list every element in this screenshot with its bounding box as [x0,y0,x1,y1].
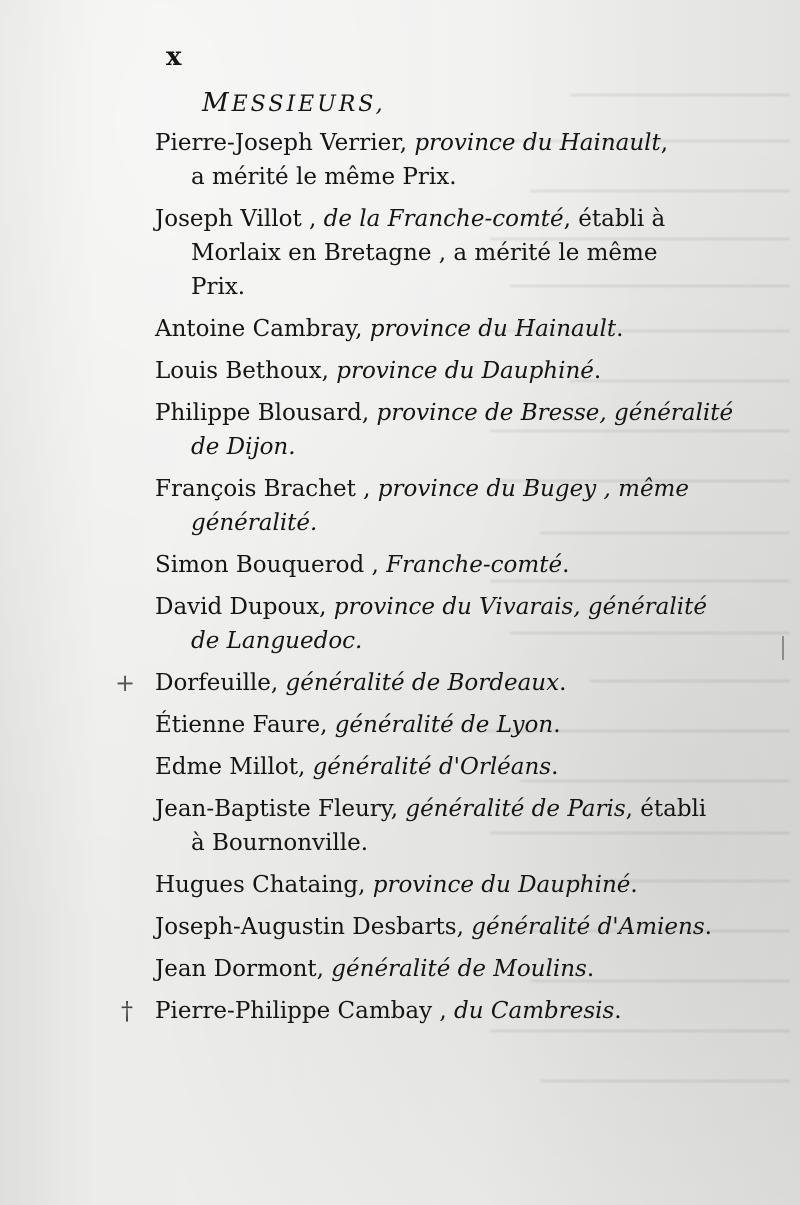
entry-name: Joseph Villot [155,206,302,232]
page-number: x [166,42,183,72]
entry-place: province du Dauphiné [372,872,631,898]
entry-place: province du Bugey , même [377,476,689,502]
entry-name: Jean-Baptiste Fleury [155,796,391,822]
list-entry: Louis Bethoux, province du Dauphiné. [155,358,602,384]
entry-place: province du Hainault [369,316,617,342]
entry-name: Hugues Chataing [155,872,359,898]
list-entry: François Brachet , province du Bugey , même généralité. [155,472,745,540]
margin-dagger-mark: † [121,997,133,1025]
entry-continuation: généralité. [191,510,318,536]
list-entry: David Dupoux, province du Vivarais, généralité de Languedoc. [155,590,745,658]
list-entry: Hugues Chataing, province du Dauphiné. [155,872,638,898]
list-entry: Antoine Cambray, province du Hainault. [155,316,624,342]
entry-name: Dorfeuille [155,670,271,696]
entry-continuation: Morlaix en Bretagne , a mérité le même [191,240,658,266]
list-entry: Philippe Blousard, province de Bresse, généralité de Dijon. [155,396,745,464]
entry-continuation: a mérité le même Prix. [191,164,457,190]
entry-name: Joseph-Augustin Desbarts [155,914,457,940]
entry-place: généralité d'Amiens [471,914,705,940]
heading [202,88,386,118]
entry-continuation: à Bournonville. [191,830,369,856]
entry-place: généralité de Moulins [331,956,587,982]
list-entry: † Pierre-Philippe Cambay , du Cambresis. [155,994,745,1028]
entry-name: Jean Dormont [155,956,317,982]
entry-continuation: Prix. [191,274,246,300]
list-entry: Pierre-Joseph Verrier, province du Hainault, a mérité le même Prix. [155,126,745,194]
entry-place: généralité de Paris [405,796,626,822]
list-entry: Jean-Baptiste Fleury, généralité de Paris, établi à Bournonville. [155,792,745,860]
heading-initial: M [202,88,232,118]
entry-place: du Cambresis [454,998,615,1024]
margin-cross-mark: + [115,669,136,697]
entry-place: généralité d'Orléans [312,754,552,780]
entry-place: de la Franche-comté [323,206,564,232]
entry-name: François Brachet [155,476,356,502]
entry-place: province de Bresse, généralité [376,400,734,426]
entry-place: Franche-comté [386,552,563,578]
list-entry: Jean Dormont, généralité de Moulins. [155,956,595,982]
entry-name: David Dupoux [155,594,320,620]
entry-name: Pierre-Philippe Cambay [155,998,433,1024]
list-entry: Étienne Faure, généralité de Lyon. [155,712,561,738]
list-entry: Joseph Villot , de la Franche-comté, établi à Morlaix en Bretagne , a mérité le même Prix. [155,202,745,304]
entry-name: Antoine Cambray [155,316,356,342]
list-entry: Simon Bouquerod , Franche-comté. [155,552,570,578]
laureate-list [115,126,745,1036]
entry-name: Edme Millot [155,754,298,780]
entry-place: province du Dauphiné [336,358,594,384]
list-entry: + Dorfeuille, généralité de Bordeaux. [155,666,745,700]
entry-place: province du Hainault [414,130,661,156]
entry-place: généralité de Lyon [334,712,554,738]
entry-name: Simon Bouquerod [155,552,365,578]
heading-rest: ESSIEURS, [231,92,386,117]
entry-place: province du Vivarais, généralité [333,594,707,620]
entry-name: Louis Bethoux [155,358,322,384]
list-entry: Joseph-Augustin Desbarts, généralité d'Amiens. [155,914,712,940]
entry-name: Pierre-Joseph Verrier [155,130,400,156]
entry-continuation: de Dijon. [191,434,296,460]
list-entry: Edme Millot, généralité d'Orléans. [155,754,559,780]
entry-name: Étienne Faure [155,712,321,738]
entry-continuation: de Languedoc. [191,628,363,654]
entry-place: généralité de Bordeaux [285,670,560,696]
page-edge-mark [782,636,784,660]
entry-name: Philippe Blousard [155,400,362,426]
